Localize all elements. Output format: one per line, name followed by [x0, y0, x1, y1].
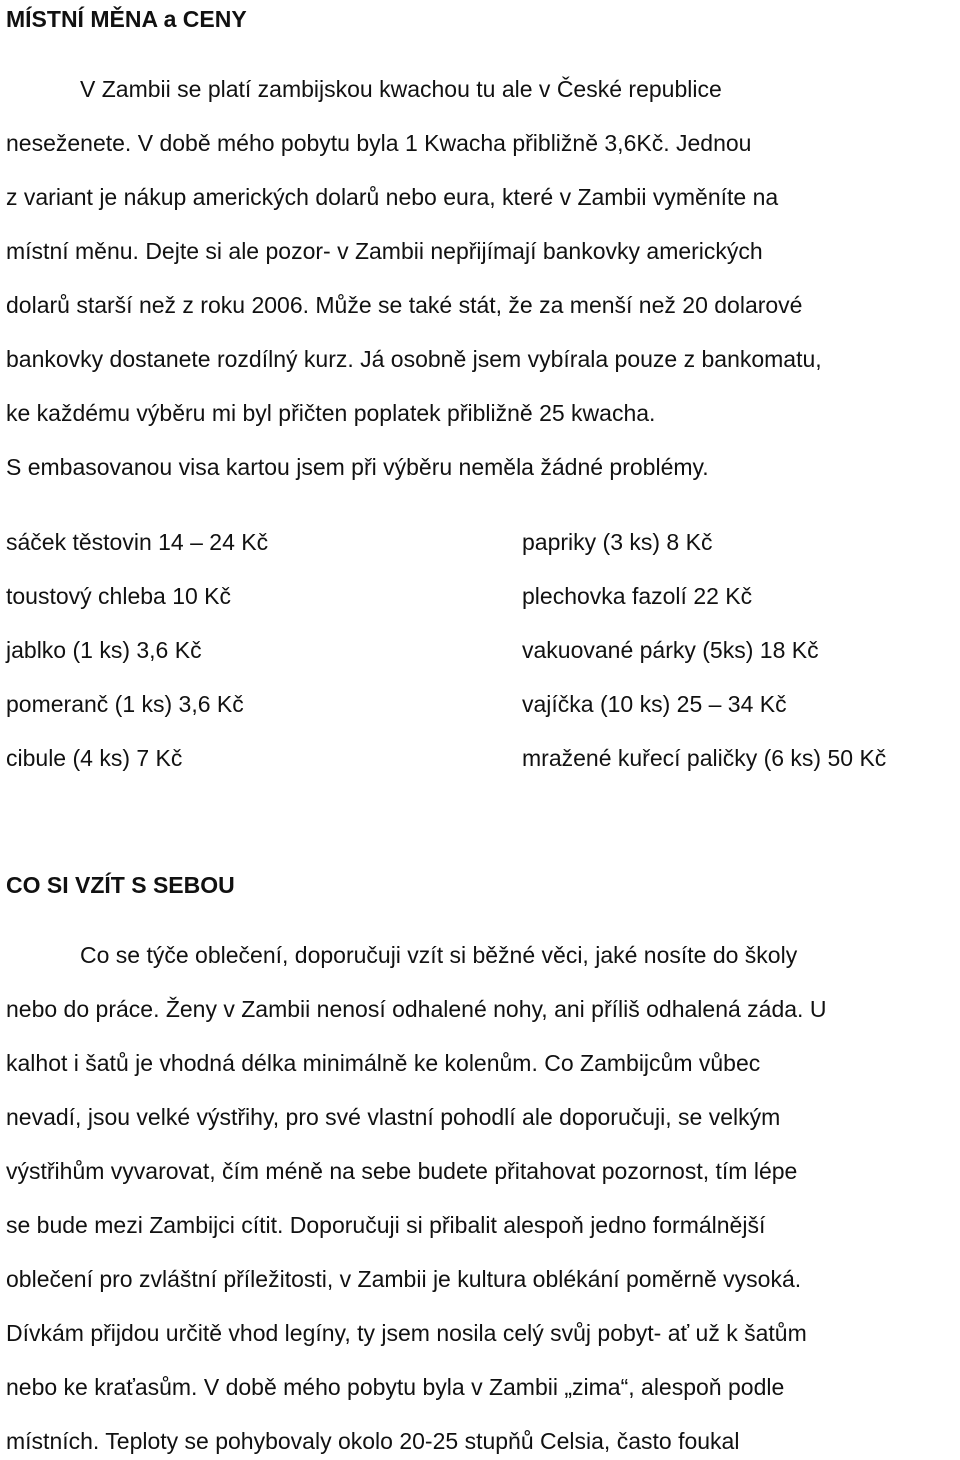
price-item: toustový chleba 10 Kč — [6, 583, 232, 609]
paragraph-line: bankovky dostanete rozdílný kurz. Já osobně jsem vybírala pouze z bankomatu, — [6, 346, 822, 372]
price-item: papriky (3 ks) 8 Kč — [522, 529, 713, 555]
price-item: plechovka fazolí 22 Kč — [522, 583, 753, 609]
paragraph-line: V Zambii se platí zambijskou kwachou tu ale v České republice — [80, 76, 722, 102]
section-heading-currency: MÍSTNÍ MĚNA a CENY — [6, 6, 247, 32]
paragraph-line: S embasovanou visa kartou jsem při výběru neměla žádné problémy. — [6, 454, 709, 480]
paragraph-line: místní měnu. Dejte si ale pozor- v Zambii nepřijímají bankovky amerických — [6, 238, 763, 264]
price-item: cibule (4 ks) 7 Kč — [6, 745, 183, 771]
paragraph-line: neseženete. V době mého pobytu byla 1 Kwacha přibližně 3,6Kč. Jednou — [6, 130, 752, 156]
price-item: jablko (1 ks) 3,6 Kč — [6, 637, 202, 663]
paragraph-line: nevadí, jsou velké výstřihy, pro své vlastní pohodlí ale doporučuji, se velkým — [6, 1104, 781, 1130]
section-heading-packing: CO SI VZÍT S SEBOU — [6, 872, 235, 898]
paragraph-line: dolarů starší než z roku 2006. Může se také stát, že za menší než 20 dolarové — [6, 292, 803, 318]
price-item: vakuované párky (5ks) 18 Kč — [522, 637, 819, 663]
paragraph-line: z variant je nákup amerických dolarů nebo eura, které v Zambii vyměníte na — [6, 184, 779, 210]
paragraph-line: kalhot i šatů je vhodná délka minimálně ke kolenům. Co Zambijcům vůbec — [6, 1050, 761, 1076]
paragraph-line: ke každému výběru mi byl přičten poplatek přibližně 25 kwacha. — [6, 400, 656, 426]
paragraph-line: Co se týče oblečení, doporučuji vzít si běžné věci, jaké nosíte do školy — [80, 942, 798, 968]
paragraph-line: místních. Teploty se pohybovaly okolo 20-25 stupňů Celsia, často foukal — [6, 1428, 740, 1454]
price-item: mražené kuřecí paličky (6 ks) 50 Kč — [522, 745, 887, 771]
paragraph-line: nebo do práce. Ženy v Zambii nenosí odhalené nohy, ani příliš odhalená záda. U — [6, 996, 827, 1022]
paragraph-line: se bude mezi Zambijci cítit. Doporučuji si přibalit alespoň jedno formálnější — [6, 1212, 766, 1238]
price-item: vajíčka (10 ks) 25 – 34 Kč — [522, 691, 787, 717]
paragraph-line: nebo ke kraťasům. V době mého pobytu byla v Zambii „zima“, alespoň podle — [6, 1374, 785, 1400]
price-item: sáček těstovin 14 – 24 Kč — [6, 529, 269, 555]
price-item: pomeranč (1 ks) 3,6 Kč — [6, 691, 244, 717]
paragraph-line: výstřihům vyvarovat, čím méně na sebe budete přitahovat pozornost, tím lépe — [6, 1158, 798, 1184]
paragraph-line: Dívkám přijdou určitě vhod legíny, ty jsem nosila celý svůj pobyt- ať už k šatům — [6, 1320, 807, 1346]
paragraph-line: oblečení pro zvláštní příležitosti, v Zambii je kultura oblékání poměrně vysoká. — [6, 1266, 802, 1292]
